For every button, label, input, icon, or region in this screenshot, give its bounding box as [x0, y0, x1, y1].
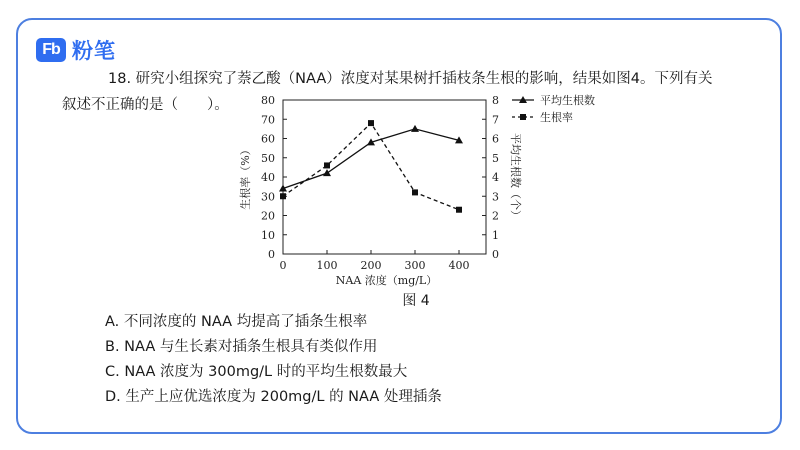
x-tick-label: 300 [404, 259, 426, 272]
brand-logo [36, 36, 116, 64]
y-left-tick-label: 50 [261, 151, 275, 165]
option-d[interactable]: D. 生产上应优选浓度为 200mg/L 的 NAA 处理插条 [105, 389, 442, 405]
option-c[interactable]: C. NAA 浓度为 300mg/L 时的平均生根数最大 [105, 364, 408, 380]
x-tick-label: 100 [316, 259, 338, 272]
y-right-tick-label: 0 [492, 248, 499, 261]
series-point-triangle [323, 169, 331, 176]
y-right-tick-label: 2 [492, 209, 499, 223]
plot-frame [283, 100, 486, 254]
series-point-square [456, 207, 462, 213]
y-left-tick-label: 70 [261, 113, 275, 127]
y-left-tick-label: 30 [261, 190, 275, 204]
option-b[interactable]: B. NAA 与生长素对插条生根具有类似作用 [105, 339, 378, 355]
series-point-square [324, 162, 330, 168]
y-left-tick-label: 10 [261, 228, 275, 242]
series-point-triangle [411, 125, 419, 132]
y-right-tick-label: 4 [492, 171, 499, 184]
x-tick-label: 0 [279, 259, 287, 272]
y-right-tick-label: 1 [492, 228, 499, 242]
series-point-square [280, 193, 286, 199]
y-left-tick-label: 0 [268, 248, 275, 261]
y-right-tick-label: 5 [492, 151, 499, 165]
x-tick-label: 400 [448, 259, 470, 272]
chart-svg [226, 92, 626, 312]
question-line-2: 叙述不正确的是（ ）。 [62, 97, 229, 113]
y-right-tick-label: 7 [492, 113, 499, 127]
y-right-axis-label: 平均生根数（个） [509, 133, 522, 221]
option-a[interactable]: A. 不同浓度的 NAA 均提高了插条生根率 [105, 314, 368, 330]
question-line-1: 18. 研究小组探究了萘乙酸（NAA）浓度对某果树扦插枝条生根的影响，结果如图4。下列有关 [108, 71, 713, 87]
y-left-tick-label: 80 [261, 94, 275, 107]
y-right-tick-label: 6 [492, 132, 499, 146]
y-left-tick-label: 20 [261, 209, 275, 223]
legend-label-1: 平均生根数 [540, 94, 595, 107]
y-right-tick-label: 3 [492, 190, 499, 204]
y-left-tick-label: 40 [261, 171, 275, 184]
brand-name: 粉笔 [72, 39, 116, 63]
series-point-square [368, 120, 374, 126]
legend-label-2: 生根率 [540, 111, 573, 124]
y-left-axis-label: 生根率（%） [239, 144, 252, 210]
x-tick-label: 200 [360, 259, 382, 272]
series-line-2 [283, 123, 459, 210]
series-point-square [412, 189, 418, 195]
x-axis-label: NAA 浓度（mg/L） [335, 274, 438, 287]
series-line-1 [283, 129, 459, 189]
brand-mark-icon: Fb [36, 38, 66, 62]
answer-options [105, 310, 442, 410]
y-left-tick-label: 60 [261, 132, 275, 146]
legend-marker-square [520, 114, 526, 120]
figure-caption: 图 4 [402, 293, 430, 309]
y-right-tick-label: 8 [492, 94, 499, 107]
chart-figure [226, 92, 626, 312]
